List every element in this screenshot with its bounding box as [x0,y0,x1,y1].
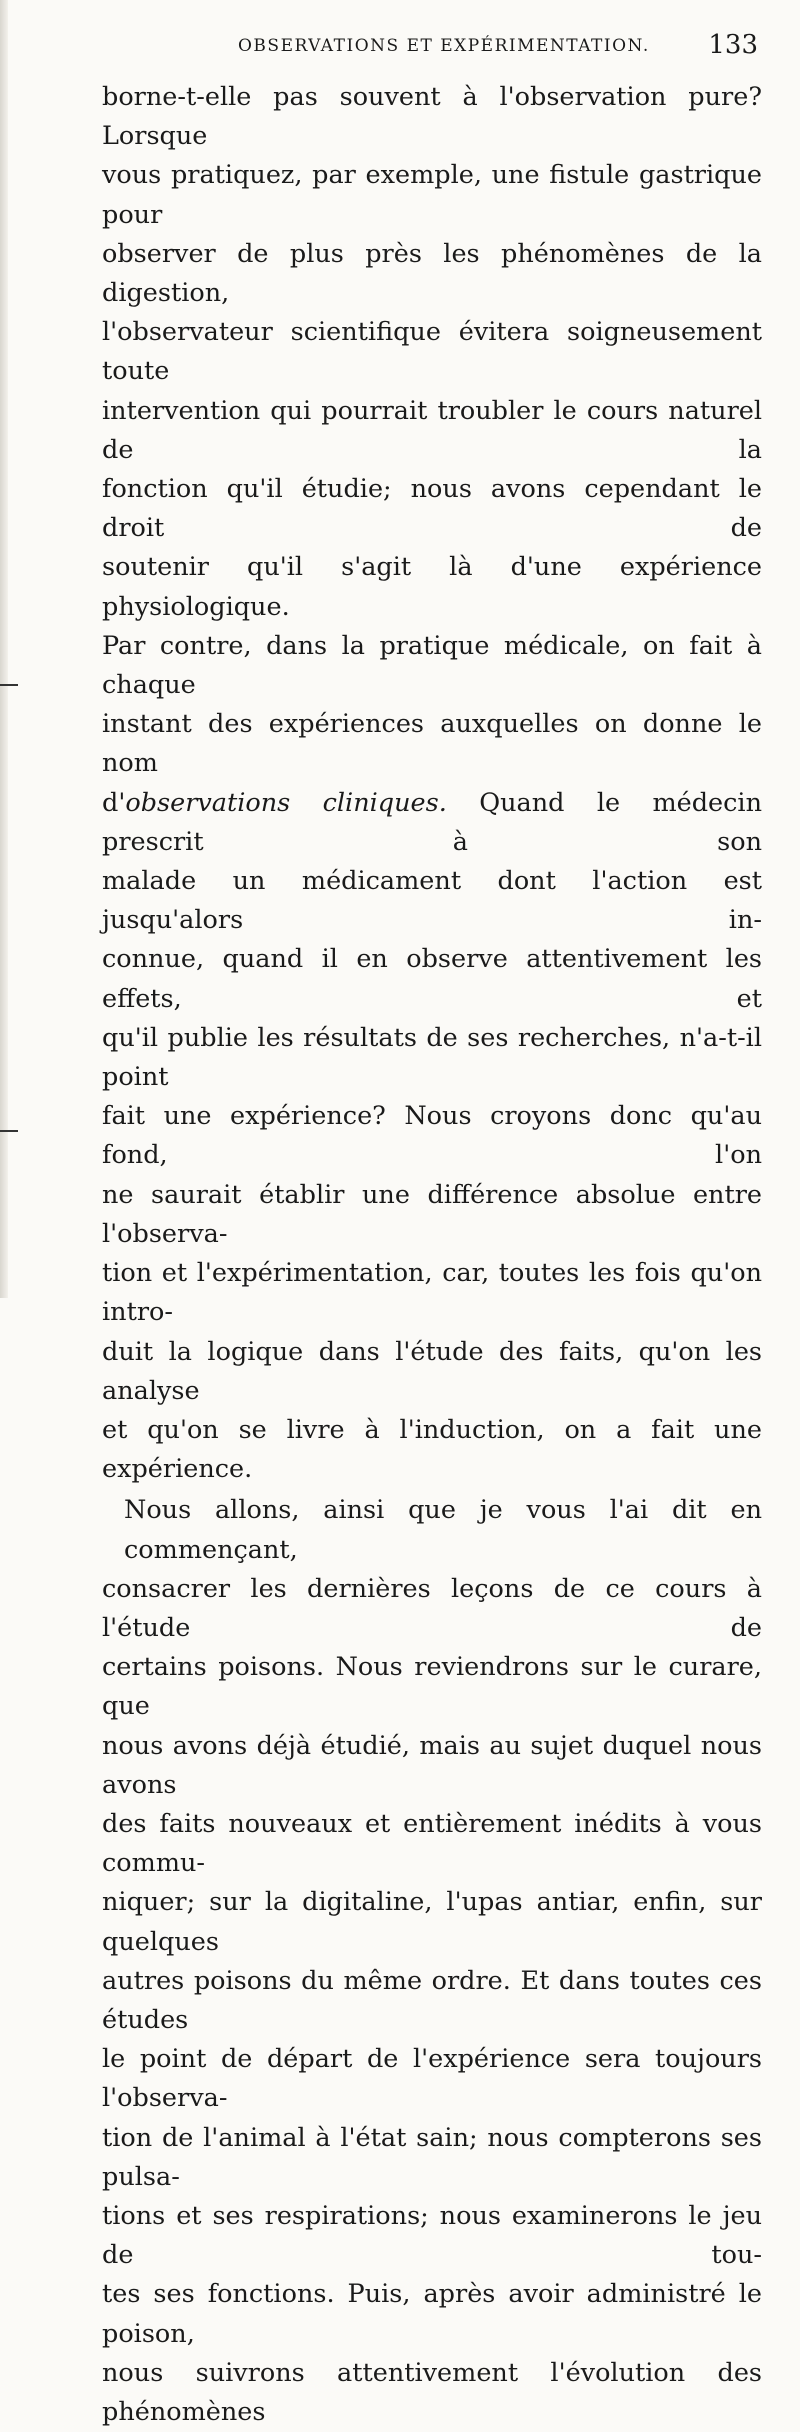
text-line: observer de plus près les phénomènes de la digestion, [102,238,762,309]
text-line: l'observateur scientifique évitera soigneusement toute [102,317,762,387]
text-line: soutenir qu'il s'agit là d'une expérience physiologique. [102,552,762,622]
text-line: Par contre, dans la pratique médicale, on fait à chaque [102,630,762,701]
text-line: tions et ses respirations; nous examinerons le jeu de tou- [102,2200,762,2271]
margin-mark [0,684,18,686]
text-segment: Quand le médecin prescrit à son [102,787,762,857]
text-line: malade un médicament dont l'action est jusqu'alors in- [102,866,762,936]
page-header [100,30,760,66]
text-line: instant des expériences auxquelles on donne le nom [102,709,762,779]
text-line: ne saurait établir une différence absolue entre l'observa- [102,1179,762,1249]
text-line: intervention qui pourrait troubler le cours naturel de la [102,395,762,465]
text-line: nous avons déjà étudié, mais au sujet duquel nous avons [102,1730,762,1800]
text-line: fait une expérience? Nous croyons donc qu'au fond, l'on [102,1101,762,1171]
text-line: tion de l'animal à l'état sain; nous compterons ses pulsa- [102,2122,762,2192]
page-number: 133 [708,30,758,60]
text-segment: d' [102,787,126,818]
text-line: certains poisons. Nous reviendrons sur le curare, que [102,1652,762,1722]
text-line: niquer; sur la digitaline, l'upas antiar, enfin, sur quelques [102,1887,762,1957]
text-line: tion et l'expérimentation, car, toutes les fois qu'on intro- [102,1258,762,1328]
body-text [102,78,762,2432]
text-line: et qu'on se livre à l'induction, on a fait une expérience. [102,1414,762,1485]
text-line: connue, quand il en observe attentivement les effets, et [102,944,762,1014]
text-line: autres poisons du même ordre. Et dans toutes ces études [102,1965,762,2035]
text-line: nous suivrons attentivement l'évolution des phénomènes [102,2357,762,2427]
margin-mark [0,1130,18,1132]
italic-phrase: observations cliniques. [125,787,447,818]
running-head: OBSERVATIONS ET EXPÉRIMENTATION. [238,36,650,56]
text-line: fonction qu'il étudie; nous avons cependant le droit de [102,474,762,544]
text-line: consacrer les dernières leçons de ce cours à l'étude de [102,1573,762,1643]
text-line: Nous allons, ainsi que je vous l'ai dit en commençant, [124,1495,762,1565]
text-line: qu'il publie les résultats de ses recherches, n'a-t-il point [102,1022,762,1093]
page-edge [0,0,8,1298]
text-line: tes ses fonctions. Puis, après avoir administré le poison, [102,2279,762,2349]
text-line: duit la logique dans l'étude des faits, qu'on les analyse [102,1336,762,1406]
text-line: le point de départ de l'expérience sera toujours l'observa- [102,2044,762,2114]
text-line: vous pratiquez, par exemple, une fistule gastrique pour [102,160,762,230]
text-line: des faits nouveaux et entièrement inédits à vous commu- [102,1808,762,1879]
text-line [102,784,762,862]
text-line: borne-t-elle pas souvent à l'observation pure? Lorsque [102,82,762,152]
